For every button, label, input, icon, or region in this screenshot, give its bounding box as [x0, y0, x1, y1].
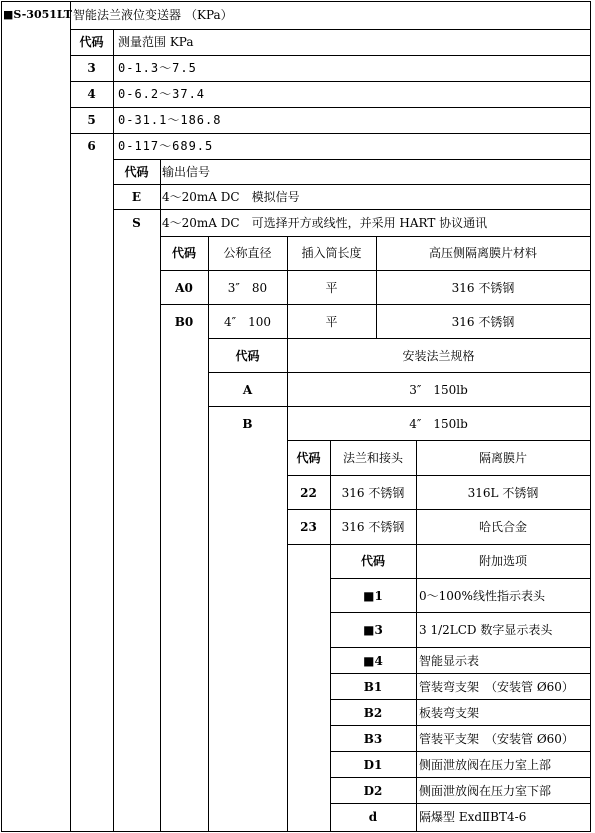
row-line [113, 209, 591, 210]
model-number: ■S-3051LT [3, 8, 72, 21]
flange-joint-value: 316 不锈钢 [341, 520, 405, 534]
row-line [330, 673, 591, 674]
output-value: 4～20mA DC 可选择开方或线性，并采用 HART 协议通讯 [162, 216, 488, 230]
diameter-value: 4″ 100 [223, 315, 272, 329]
unit-label: （KPa） [185, 8, 233, 22]
column-header-material: 高压侧隔离膜片材料 [428, 246, 537, 260]
option-value: 侧面泄放阀在压力室上部 [419, 758, 552, 772]
section-title-output: 输出信号 [162, 165, 211, 179]
flange-joint-value: 316 不锈钢 [341, 486, 405, 500]
material-code: 23 [300, 520, 317, 534]
flange-code: A [242, 383, 253, 397]
row-line [287, 475, 591, 476]
range-value: 0-6.2～37.4 [118, 87, 206, 101]
row-line [330, 751, 591, 752]
output-value: 4～20mA DC 模拟信号 [162, 190, 300, 204]
row-line [113, 159, 591, 160]
option-code: B1 [363, 680, 383, 694]
diameter-code: A0 [175, 281, 193, 295]
range-value: 0-117～689.5 [118, 139, 214, 153]
material-value: 316 不锈钢 [451, 315, 515, 329]
diaphragm-value: 316L 不锈钢 [467, 486, 539, 500]
code-header: 代码 [79, 35, 104, 49]
range-value: 0-1.3～7.5 [118, 61, 197, 75]
row-line [287, 544, 591, 545]
range-code: 4 [87, 87, 96, 101]
row-line [330, 578, 591, 579]
flange-value: 3″ 150lb [409, 383, 468, 397]
option-value: 侧面泄放阀在压力室下部 [419, 784, 552, 798]
code-header: 代码 [296, 451, 321, 465]
row-line [160, 270, 591, 271]
section-title-flange: 安装法兰规格 [402, 349, 475, 363]
option-value: 隔爆型 ExdⅡBT4-6 [419, 810, 527, 824]
material-value: 316 不锈钢 [451, 281, 515, 295]
row-line [70, 133, 591, 134]
range-value: 0-31.1～186.8 [118, 113, 222, 127]
length-value: 平 [325, 281, 338, 295]
row-line [208, 406, 591, 407]
output-code: E [131, 190, 142, 204]
option-value: 管装弯支架 （安装管 Ø60） [419, 680, 574, 694]
code-header: 代码 [360, 554, 385, 568]
option-value: 管装平支架 （安装管 Ø60） [419, 732, 574, 746]
range-code: 5 [87, 113, 96, 127]
diameter-value: 3″ 80 [227, 281, 268, 295]
flange-code: B [242, 417, 253, 431]
option-value: 0～100%线性指示表头 [419, 589, 545, 603]
col-divider-2 [113, 29, 114, 832]
option-value: 3 1/2LCD 数字显示表头 [419, 623, 553, 637]
range-code: 6 [87, 139, 96, 153]
option-code: ■1 [363, 589, 383, 603]
section-title-options: 附加选项 [478, 554, 527, 568]
product-title: 智能法兰液位变送器 [73, 8, 182, 22]
row-line [113, 184, 591, 185]
option-value: 智能显示表 [419, 654, 480, 668]
option-value: 板装弯支架 [419, 706, 480, 720]
row-line [208, 372, 591, 373]
flange-value: 4″ 150lb [409, 417, 468, 431]
row-line [160, 236, 591, 237]
border-right [590, 1, 591, 832]
row-line [160, 304, 591, 305]
row-line [330, 725, 591, 726]
column-header-diaphragm: 隔离膜片 [478, 451, 527, 465]
option-code: B2 [363, 706, 383, 720]
row-line [70, 29, 591, 30]
row-line [287, 440, 591, 441]
row-line [287, 509, 591, 510]
row-line [70, 107, 591, 108]
option-code: B3 [363, 732, 383, 746]
row-line [70, 55, 591, 56]
option-code: d [368, 810, 378, 824]
border-left [1, 1, 2, 832]
column-header-diameter: 公称直径 [223, 246, 272, 260]
code-header: 代码 [171, 246, 196, 260]
row-line [330, 647, 591, 648]
option-code: D1 [363, 758, 383, 772]
row-line [330, 803, 591, 804]
border-bottom [1, 831, 591, 832]
material-code: 22 [300, 486, 317, 500]
diaphragm-value: 哈氏合金 [478, 520, 527, 534]
border-top [1, 1, 591, 2]
row-line [330, 612, 591, 613]
row-line [330, 777, 591, 778]
row-line [70, 81, 591, 82]
column-header-length: 插入筒长度 [301, 246, 362, 260]
row-line [330, 699, 591, 700]
option-code: ■3 [363, 623, 383, 637]
length-value: 平 [325, 315, 338, 329]
option-code: D2 [363, 784, 383, 798]
range-code: 3 [87, 61, 96, 75]
code-header: 代码 [124, 165, 149, 179]
code-header: 代码 [235, 349, 260, 363]
section-title-range: 测量范围 KPa [118, 35, 194, 49]
diameter-code: B0 [174, 315, 194, 329]
output-code: S [132, 216, 141, 230]
column-header-flange-joint: 法兰和接头 [342, 451, 403, 465]
option-code: ■4 [363, 654, 383, 668]
row-line [208, 338, 591, 339]
